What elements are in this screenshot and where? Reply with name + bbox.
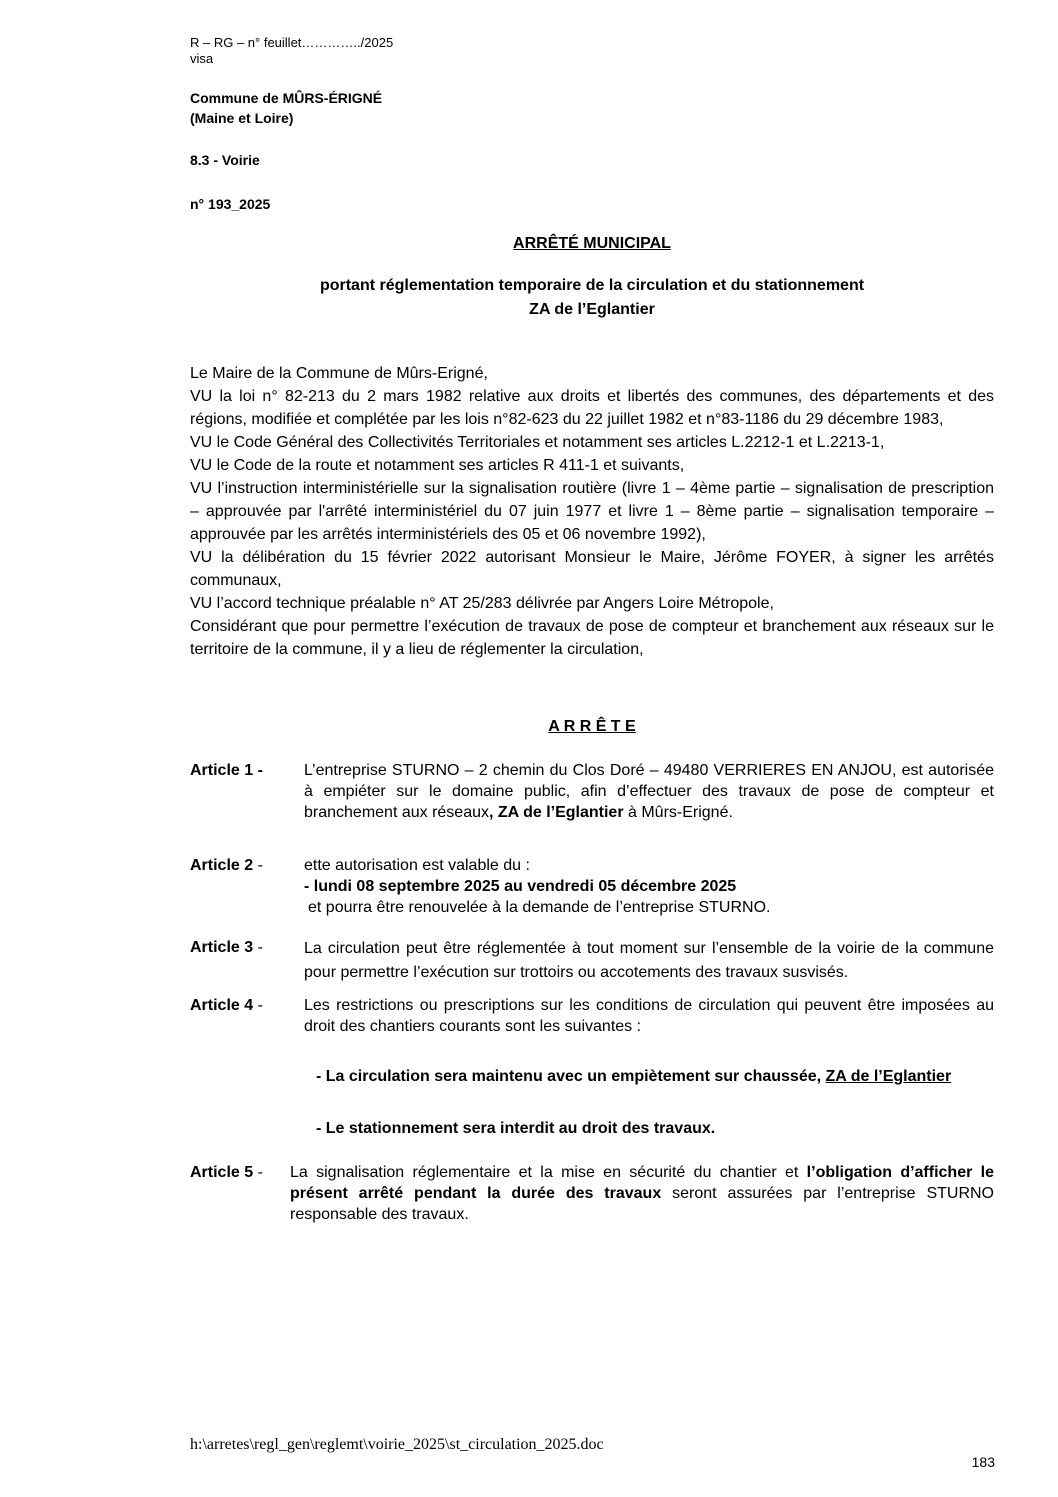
article-2-line3: et pourra être renouvelée à la demande de l’entreprise STURNO. (308, 899, 771, 916)
preamble-line: VU l’instruction interministérielle sur la signalisation routière (livre 1 – 4ème partie – signalisation de prescription – approuvée par l'arrêté interministériel du 07 juin 1977 et livre 1 – 8ème partie – signalisation temporaire – approuvée par les arrêtés interministériels des 05 et 06 novembre 1992), (190, 480, 994, 543)
article-1-location: , ZA de l’Eglantier (489, 804, 624, 821)
article-4-item-1-location: ZA de l’Eglantier (825, 1068, 952, 1085)
article-4-item-1-text: - La circulation sera maintenu avec un empiètement sur chaussée, (316, 1068, 826, 1085)
article-5-obligation: l’obligation d’afficher le présent arrêté pendant la durée des travaux (290, 1164, 994, 1202)
preamble-line: VU le Code Général des Collectivités Territoriales et notamment ses articles L.2212-1 et L.2213-1, (190, 434, 885, 451)
file-path: h:\arretes\regl_gen\reglemt\voirie_2025\st_circulation_2025.doc (190, 1436, 604, 1453)
article-label-dash: - (253, 1164, 263, 1181)
article-5-body (290, 1162, 994, 1225)
article-label-text: Article 4 (190, 997, 254, 1014)
arrete-number: n° 193_2025 (190, 196, 271, 212)
article-3-text: La circulation peut être réglementée à tout moment sur l’ensemble de la voirie de la commune pour permettre l’exécution sur trottoirs ou accotements des travaux susvisés. (304, 940, 994, 981)
preamble (190, 362, 994, 661)
article-1-text-end: à Mûrs-Erigné. (623, 804, 733, 821)
arrete-heading: A R R Ê T E (548, 718, 636, 735)
reference-line: R – RG – n° feuillet…………../2025 (190, 35, 394, 50)
article-3-label (190, 937, 300, 959)
article-label-text: Article 2 (190, 857, 254, 874)
article-4-item-2 (316, 1118, 994, 1139)
article-2-dates: - lundi 08 septembre 2025 au vendredi 05 décembre 2025 (304, 878, 737, 895)
article-1-body (304, 760, 994, 823)
preamble-line: VU le Code de la route et notamment ses articles R 411-1 et suivants, (190, 457, 685, 474)
preamble-line: Considérant que pour permettre l’exécution de travaux de pose de compteur et branchement aux réseaux sur le territoire de la commune, il y a lieu de réglementer la circulation, (190, 618, 994, 658)
document-subtitle-line1: portant réglementation temporaire de la circulation et du stationnement (319, 277, 865, 294)
preamble-line: Le Maire de la Commune de Mûrs-Erigné, (190, 365, 488, 382)
preamble-line: VU la délibération du 15 février 2022 autorisant Monsieur le Maire, Jérôme FOYER, à signer les arrêtés communaux, (190, 549, 994, 589)
article-label-dash: - (253, 997, 263, 1014)
article-4-item-2-text: - Le stationnement sera interdit au droit des travaux. (316, 1120, 716, 1137)
document-title: ARRÊTÉ MUNICIPAL (513, 235, 671, 252)
article-label-dash: - (253, 857, 263, 874)
visa-label: visa (190, 51, 214, 66)
article-4-body (304, 995, 994, 1037)
category-label: 8.3 - Voirie (190, 152, 260, 168)
preamble-line: VU l’accord technique préalable n° AT 25/283 délivrée par Angers Loire Métropole, (190, 595, 774, 612)
page-number: 183 (971, 1454, 995, 1470)
article-label-text: Article 1 - (190, 762, 263, 779)
article-5-text-end: seront assurées par l’entreprise STURNO responsable des travaux. (290, 1185, 994, 1223)
article-label-text: Article 3 (190, 939, 254, 956)
article-5-label (190, 1162, 300, 1184)
article-2-line1: ette autorisation est valable du : (304, 857, 530, 874)
article-2-body (304, 855, 994, 918)
article-4-text: Les restrictions ou prescriptions sur les conditions de circulation qui peuvent être imposées au droit des chantiers courants sont les suivantes : (304, 997, 994, 1035)
article-4-label (190, 995, 300, 1017)
article-1-label (190, 760, 300, 782)
commune-name: Commune de MÛRS-ÉRIGNÉ (190, 90, 383, 106)
article-label-dash: - (253, 939, 263, 956)
article-3-body (304, 937, 994, 985)
article-label-text: Article 5 (190, 1164, 254, 1181)
document-subtitle-line2: ZA de l’Eglantier (529, 301, 655, 318)
preamble-line: VU la loi n° 82-213 du 2 mars 1982 relative aux droits et libertés des communes, des départements et des régions, modifiée et complétée par les lois n°82-623 du 22 juillet 1982 et n°83-1186 du 29 décembre 1983, (190, 388, 994, 428)
department-name: (Maine et Loire) (190, 110, 294, 126)
article-2-label (190, 855, 300, 877)
article-4-item-1 (316, 1066, 994, 1087)
article-1-text-start: L’entreprise STURNO – 2 chemin du Clos Doré – 49480 VERRIERES EN ANJOU, est autorisée à empiéter sur le domaine public, afin d’effectuer des travaux de pose de compteur et branchement aux réseaux (304, 762, 994, 821)
article-5-text-start: La signalisation réglementaire et la mise en sécurité du chantier et (290, 1164, 807, 1181)
